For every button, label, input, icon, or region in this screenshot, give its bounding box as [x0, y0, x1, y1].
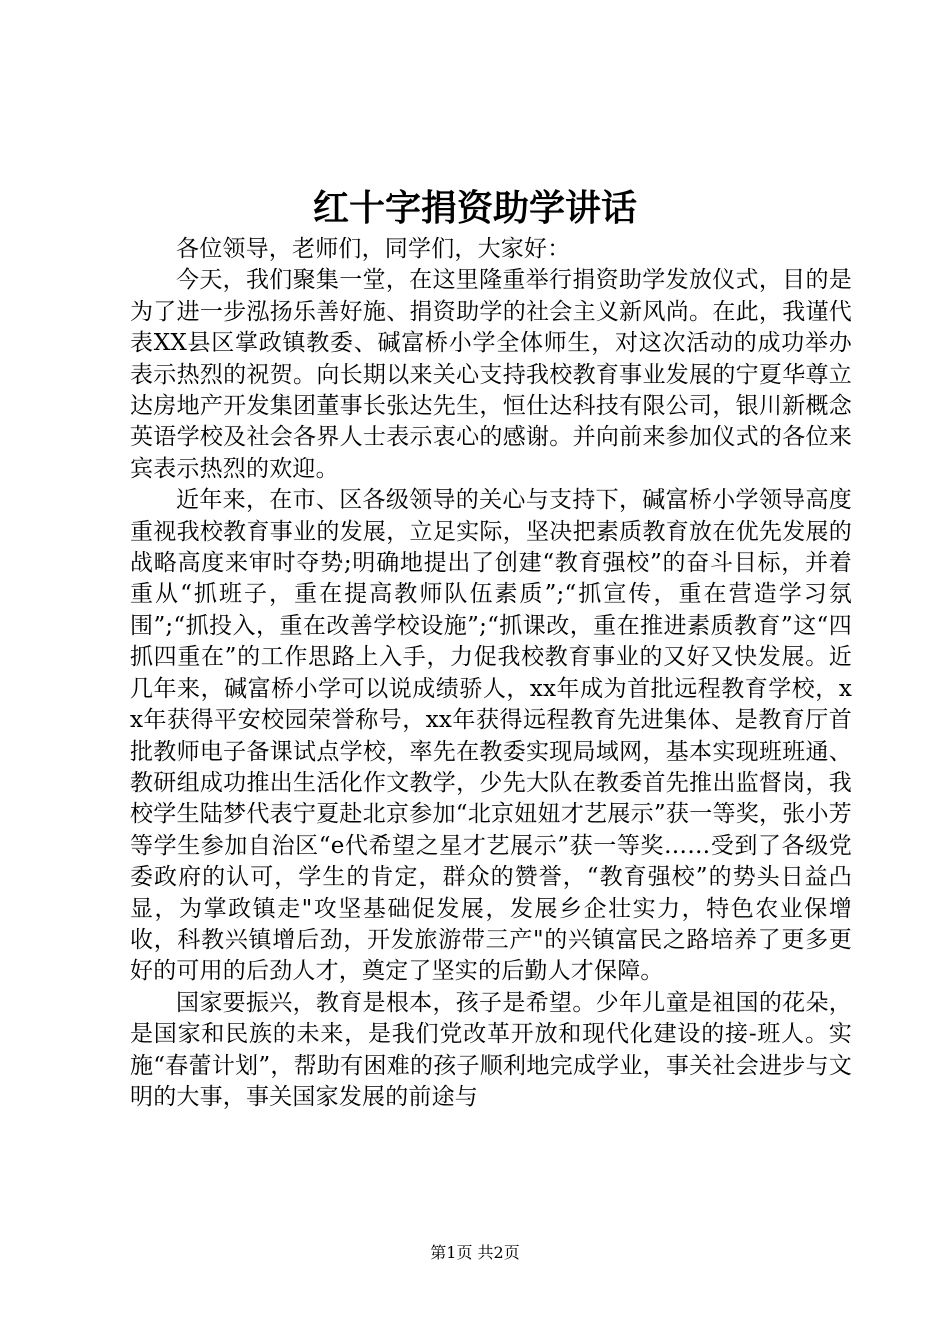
opening-paragraph: 今天，我们聚集一堂，在这里隆重举行捐资助学发放仪式，目的是为了进一步泓扬乐善好施、捐资助学的社会主义新风尚。在此，我谨代表XX县区掌政镇教委、碱富桥小学全体师生，对这次活动的成功举办表示热烈的祝贺。向长期以来关心支持我校教育事业发展的宁夏华尊立达房地产开发集团董事长张达先生，恒仕达科技有限公司，银川新概念英语学校及社会各界人士表示衷心的感谢。并向前来参加仪式的各位来宾表示热烈的欢迎。: [130, 267, 852, 482]
document-body: [130, 234, 852, 1113]
page-footer: 第1页 共2页: [430, 1243, 520, 1262]
document-title: 红十字捐资助学讲话: [312, 187, 637, 229]
achievements-paragraph: 近年来，在市、区各级领导的关心与支持下，碱富桥小学领导高度重视我校教育事业的发展，立足实际，坚决把素质教育放在优先发展的战略高度来审时夺势;明确地提出了创建“教育强校”的奋斗目标，并着重从“抓班子，重在提高教师队伍素质”;“抓宣传，重在营造学习氛围”;“抓投入，重在改善学校设施”;“抓课改，重在推进素质教育”这“四抓四重在”的工作思路上入手，力促我校教育事业的又好又快发展。近几年来，碱富桥小学可以说成绩骄人，xx年成为首批远程教育学校，xx年获得平安校园荣誉称号，xx年获得远程教育先进集体、是教育厅首批教师电子备课试点学校，率先在教委实现局域网，基本实现班班通、教研组成功推出生活化作文教学，少先大队在教委首先推出监督岗，我校学生陆梦代表宁夏赴北京参加“北京妞妞才艺展示”获一等奖，张小芳等学生参加自治区“e代希望之星才艺展示”获一等奖……受到了各级党委政府的认可，学生的肯定，群众的赞誉，“教育强校”的势头日益凸显，为掌政镇走"攻坚基础促发展，发展乡企壮实力，特色农业保增收，科教兴镇增后劲，开发旅游带三产"的兴镇富民之路培养了更多更好的可用的后劲人才，奠定了坚实的后勤人才保障。: [130, 487, 852, 985]
closing-paragraph: 国家要振兴，教育是根本，孩子是希望。少年儿童是祖国的花朵，是国家和民族的未来，是我们党改革开放和现代化建设的接-班人。实施“春蕾计划”，帮助有困难的孩子顺利地完成学业，事关社会进步与文明的大事，事关国家发展的前途与: [130, 989, 852, 1110]
greeting-paragraph: 各位领导，老师们，同学们，大家好：: [176, 236, 571, 262]
